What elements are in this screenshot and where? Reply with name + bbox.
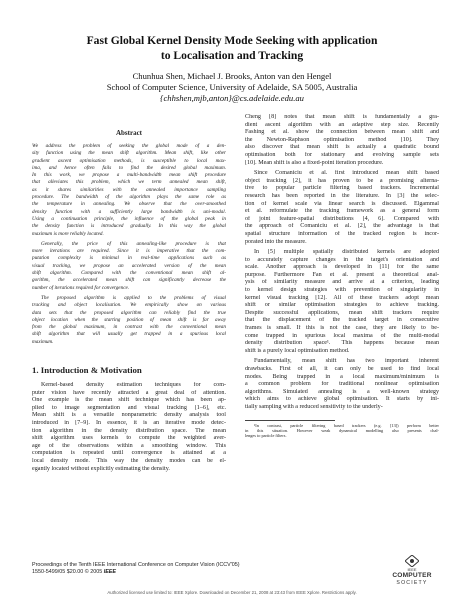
text-line: modes. Being trapped in a local maximum/minimum is — [245, 373, 439, 380]
text-line: to accurately capture changes in the target's orientation and — [245, 256, 439, 263]
author-email: {chhshen,mjb,anton}@cs.adelaide.edu.au — [160, 93, 304, 103]
text-line: number of iterations required for convergence. — [32, 284, 130, 291]
footnote — [245, 423, 439, 439]
text-line: come trapped in spurious local maxima of the multi-modal — [245, 332, 439, 339]
abstract-paragraph-1 — [32, 143, 226, 238]
text-line: research has been reported in the literature. In [3] the selec- — [245, 192, 439, 199]
text-line: the density function is introduced gradually. In this way the global — [32, 223, 226, 230]
text-line: spatial structure information of the tracked region is incor- — [245, 230, 439, 237]
body-paragraph-1 — [245, 114, 439, 167]
text-line: Kernel-based density estimation techniques for com- — [41, 382, 226, 389]
text-line: Despite successful applications, mean shift trackers require — [245, 309, 439, 316]
text-line: kernel visual tracking [12]. All of these trackers adopt mean — [245, 294, 439, 301]
text-line: tion algorithm in the density distribution space. The mean — [32, 427, 226, 434]
text-line: ima, and hence often fails to find the desired global maximum. — [32, 164, 226, 171]
text-line: in this situation. However weak dynamical modelling also presents chal- — [245, 427, 439, 433]
text-line: density function with a sufficiently large bandwidth is uni-modal. — [32, 208, 226, 215]
text-line: porated into the measure. — [245, 238, 307, 245]
text-line: puter vision have recently attracted a great deal of attention. — [32, 389, 226, 396]
abstract-paragraph-3 — [32, 295, 226, 346]
text-line: as it shares similarities with the annealed importance sampling — [32, 186, 226, 193]
author-names: Chunhua Shen, Michael J. Brooks, Anton van den Hengel — [132, 71, 332, 81]
footer-line-1: Proceedings of the Tenth IEEE International Conference on Computer Vision (ICCV'05) — [32, 562, 240, 568]
title-line-1: Fast Global Kernel Density Mode Seeking with application — [86, 34, 378, 47]
text-line: purpose. Furthermore Fan et al. present a theoretical anal- — [245, 271, 439, 278]
text-line: ysis of similarity measure and arrive at a criterion, leading — [245, 279, 439, 286]
authorized-use-note: Authorized licensed use limited to: IEEE Xplore. Downloaded on December 21, 2008 at 23:43 from IEEE Xplore. Restrictions apply. — [107, 590, 357, 595]
text-line: In [5] multiple spatially distributed kernels are adopted — [254, 249, 439, 256]
logo-line-3: SOCIETY — [396, 580, 428, 586]
text-line: tially sampling with a reduced sensitivity to the underly- — [245, 403, 383, 410]
text-line: procedure. The bandwidth of the algorithm plays the same role as — [32, 194, 226, 201]
text-line: et al. reformulate the tracking framework as a general form — [245, 208, 439, 215]
text-line: data sets that the proposed algorithm can reliably find the true — [32, 309, 226, 316]
body-paragraph-2 — [245, 170, 439, 246]
body-paragraph-4 — [245, 358, 439, 411]
text-line: optimisation both for stationary and evolving sample sets — [245, 151, 439, 158]
text-line: computation is repeated until convergence is attained at a — [32, 450, 226, 457]
text-line: which aims to achieve global optimisation. It starts by ini- — [245, 396, 439, 403]
text-line: visual tracking, we propose an accelerated version of the mean — [32, 262, 226, 269]
logo-line-2: COMPUTER — [392, 572, 432, 579]
text-line: to kernel design strategies with prevention of singularity in — [245, 287, 439, 294]
text-line: maximum is more reliably located. — [32, 230, 104, 237]
section-heading: 1. Introduction & Motivation — [32, 365, 142, 376]
text-line: gradient ascent optimisation methods, is susceptible to local max- — [32, 157, 226, 164]
footer-ieee: IEEE — [103, 569, 117, 575]
text-line: introduced in [7–9]. In essence, it is an iterative mode detec- — [32, 419, 226, 426]
text-line: Since Comaniciu et al. first introduced mean shift based — [254, 170, 439, 177]
author-affiliation: School of Computer Science, University of Adelaide, SA 5005, Australia — [106, 82, 358, 92]
text-line: the Newton-Raphson optimisation method [10]. They — [245, 136, 439, 143]
text-line: more iterations are required. Since it is imperative that the com- — [32, 248, 226, 255]
text-line: Generally, the price of this annealing-like procedure is that — [41, 240, 226, 247]
text-line: drawbacks. First of all, it can only be used to find local — [245, 366, 439, 372]
text-line: lenges to particle filters. — [245, 433, 287, 439]
text-line: object location when the starting position of mean shift is far away — [32, 316, 226, 323]
text-line: putation complexity is minimal in real-time applications such as — [32, 255, 226, 262]
logo-line-1: IEEE — [407, 567, 417, 572]
right-column — [245, 114, 439, 439]
proceedings-footer — [32, 562, 240, 576]
text-line: age of the observations within a smoothing window. This — [32, 442, 226, 449]
text-line: Fundamentally, mean shift has two important inherent — [254, 358, 439, 365]
title-line-2: to Localisation and Tracking — [160, 48, 304, 62]
text-line: that the displacement of the tracked target in consecutive — [245, 317, 439, 324]
footer-price: 1550-5499/05 $20.00 © 2005 — [32, 569, 104, 575]
abstract-heading: Abstract — [115, 129, 143, 137]
text-line: ¹In contrast, particle filtering based trackers (e.g. [13]) perform better — [254, 422, 439, 428]
text-line: the approach of Comaniciu et al. [2], the advantage is that — [245, 223, 439, 230]
text-line: shift is a purely local optimisation method. — [245, 347, 350, 354]
text-line: a common problem for traditional nonlinear optimisation — [245, 381, 439, 388]
text-line: also discover that mean shift is actually a quadratic bound — [245, 144, 439, 151]
text-line: Fashing et al. show the connection between mean shift and — [245, 129, 439, 136]
computer-society-logo — [384, 555, 440, 587]
text-line: shift algorithm uses kernels to compute the weighted aver- — [32, 435, 226, 442]
text-line: egantly located without explicitly estimating the density. — [32, 465, 170, 472]
text-line: frames is small. If this is not the case, they are likely to be- — [245, 325, 439, 332]
text-line: tracking and object localisation. We empirically show on various — [32, 302, 226, 309]
intro-paragraph — [32, 382, 226, 473]
text-line: We address the problem of seeking the global mode of a den- — [32, 143, 226, 149]
ieee-diamond-icon — [405, 555, 419, 567]
footer-line-2 — [32, 569, 240, 576]
author-block — [40, 71, 424, 104]
text-line: from the global maximum, in contrast with the conventional mean — [32, 324, 226, 331]
text-line: dient ascent algorithm with an adaptive step size. Recently — [245, 121, 439, 128]
text-line: local density mode. This way the density modes can be el- — [32, 457, 226, 464]
text-line: maximum. — [32, 338, 54, 345]
text-line: The proposed algorithm is applied to the problems of visual — [41, 294, 226, 301]
text-line: tive to popular particle filtering based trackers. Incremental — [245, 185, 439, 192]
text-line: sity function using the mean shift algorithm. Mean shift, like other — [32, 150, 226, 157]
text-line: of joint feature-spatial distributions [4, 6]. Compared with — [245, 215, 439, 222]
text-line: scale. Another approach is developed in [11] for the same — [245, 264, 439, 271]
text-line: Using a continuation principle, the influence of the global peak in — [32, 215, 226, 222]
body-paragraph-3 — [245, 249, 439, 355]
text-line: the temperature in annealing. We observe that the over-smoothed — [32, 201, 226, 208]
text-line: Mean shift is a versatile nonparametric density analysis tool — [32, 412, 226, 419]
text-line: plied to image segmentation and visual tracking [1–6], etc. — [32, 404, 226, 411]
text-line: density distribution space¹. This happens because mean — [245, 340, 439, 347]
text-line: tion of kernel scale via linear search is discussed. Elgammal — [245, 200, 439, 207]
text-line: object tracking [2], it has proven to be a promising alterna- — [245, 177, 439, 184]
text-line: gorithm, the accelerated mean shift can significantly decrease the — [32, 277, 226, 284]
left-column — [32, 128, 226, 476]
paper-title — [40, 34, 424, 63]
text-line: In this work, we propose a multi-bandwidth mean shift procedure — [32, 172, 226, 179]
text-line: shift or similar optimisation strategies to achieve tracking. — [245, 302, 439, 309]
footnote-rule — [245, 420, 335, 421]
abstract-paragraph-2 — [32, 241, 226, 292]
text-line: algorithms. Simulated annealing is a well-known strategy — [245, 388, 439, 395]
text-line: shift algorithm that will usually get trapped in a spurious local — [32, 331, 226, 338]
text-line: One example is the mean shift technique which has been ap- — [32, 397, 226, 404]
text-line: shift algorithm. Compared with the conventional mean shift al- — [32, 270, 226, 277]
text-line: [10]. Mean shift is also a fixed-point iteration procedure. — [245, 159, 384, 166]
text-line: Cheng [8] notes that mean shift is fundamentally a gra- — [245, 114, 439, 120]
text-line: that alleviates this problem, which we term annealed mean shift, — [32, 179, 226, 186]
